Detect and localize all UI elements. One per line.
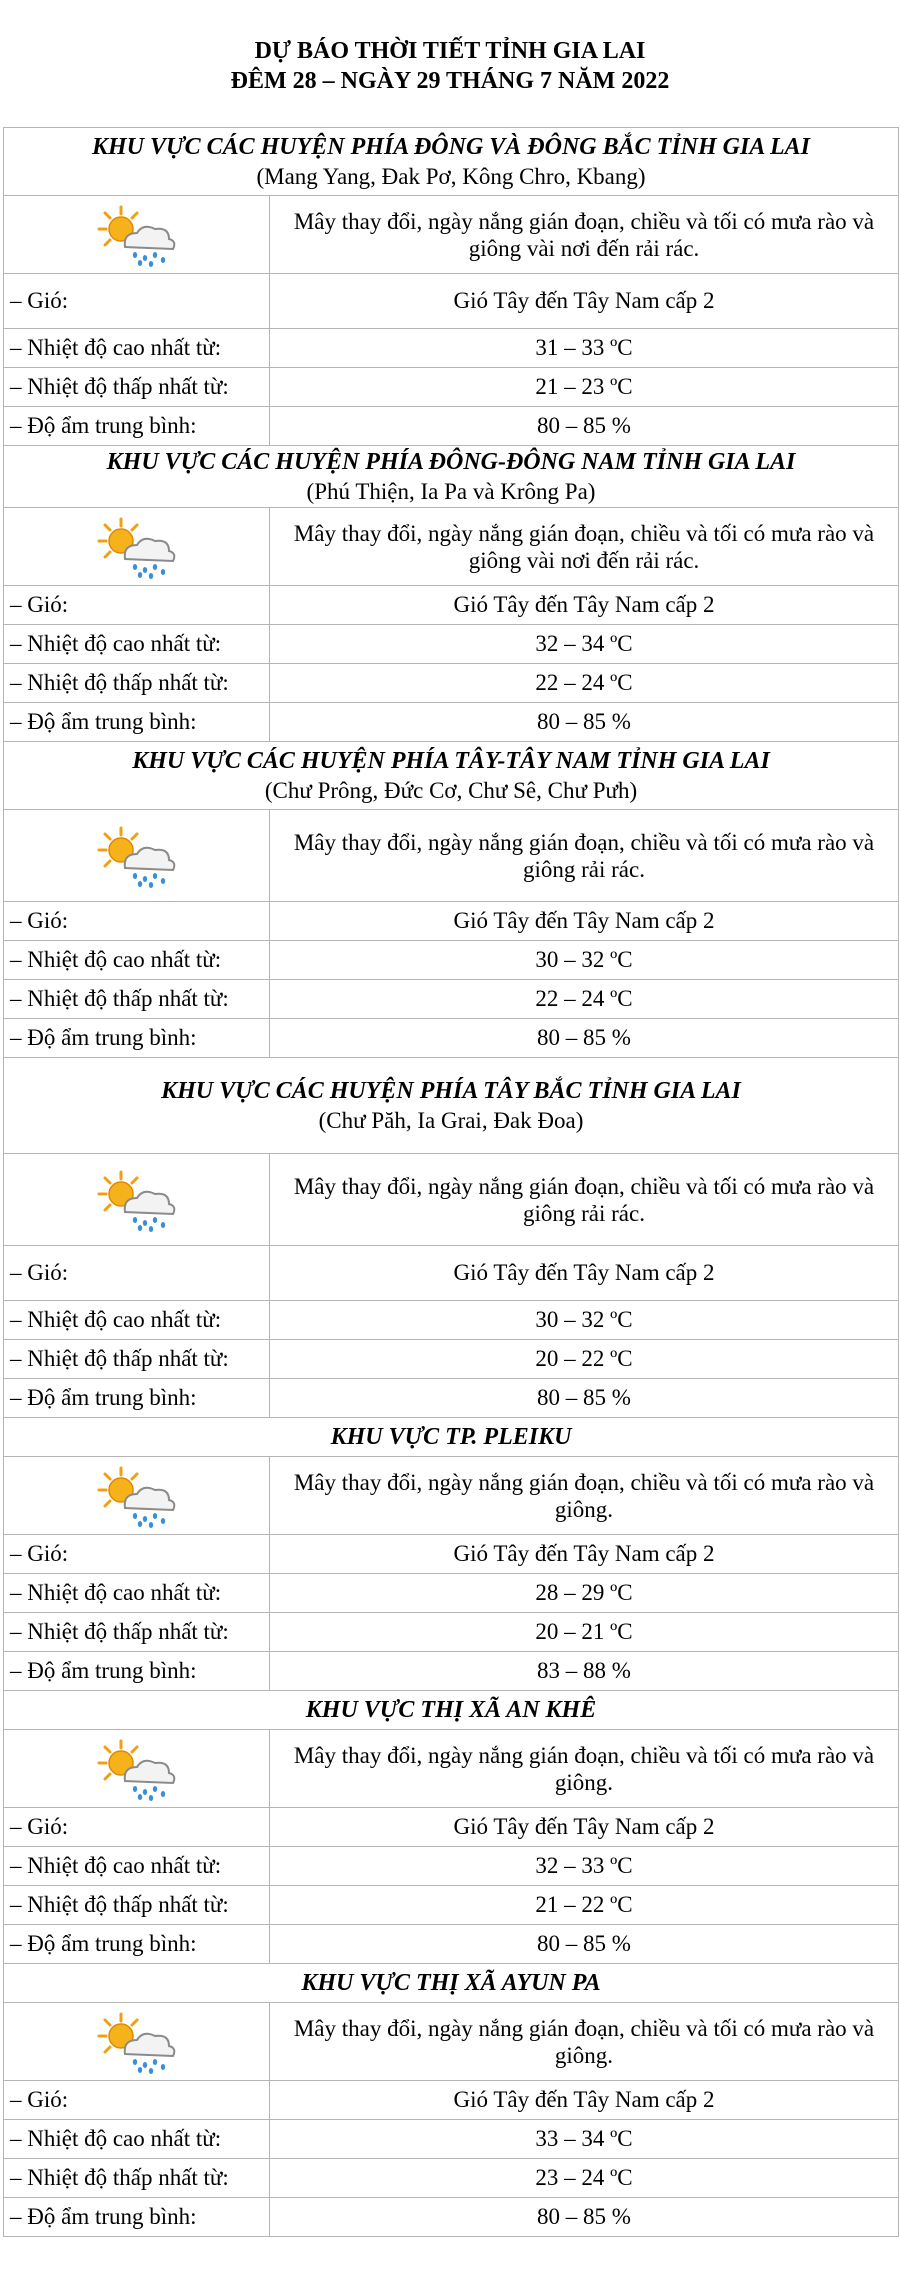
weather-icon-cell: [4, 196, 270, 274]
humidity-label: – Độ ẩm trung bình:: [4, 703, 270, 742]
temp-max-value: 30 – 32 ºC: [270, 1301, 899, 1340]
wind-label: – Gió:: [4, 586, 270, 625]
temp-max-row: [4, 329, 899, 368]
temp-max-row: [4, 2120, 899, 2159]
humidity-row: [4, 1379, 899, 1418]
forecast-table: [3, 127, 899, 2237]
region-header: [4, 1691, 899, 1730]
temp-max-value: 31 – 33 ºC: [270, 329, 899, 368]
wind-row: [4, 274, 899, 329]
region-header: [4, 1964, 899, 2003]
temp-max-row: [4, 1574, 899, 1613]
humidity-value: 80 – 85 %: [270, 1925, 899, 1964]
temp-min-value: 21 – 23 ºC: [270, 368, 899, 407]
region-header-row: [4, 1964, 899, 2003]
wind-value: Gió Tây đến Tây Nam cấp 2: [270, 2081, 899, 2120]
weather-icon-cell: [4, 508, 270, 586]
temp-max-row: [4, 1301, 899, 1340]
humidity-value: 80 – 85 %: [270, 703, 899, 742]
temp-max-label: – Nhiệt độ cao nhất từ:: [4, 941, 270, 980]
region-description-row: [4, 810, 899, 902]
humidity-row: [4, 1652, 899, 1691]
sun-cloud-rain-icon: [95, 1168, 179, 1232]
humidity-label: – Độ ẩm trung bình:: [4, 1019, 270, 1058]
temp-max-value: 33 – 34 ºC: [270, 2120, 899, 2159]
weather-icon-cell: [4, 810, 270, 902]
temp-max-label: – Nhiệt độ cao nhất từ:: [4, 1301, 270, 1340]
wind-row: [4, 586, 899, 625]
wind-label: – Gió:: [4, 274, 270, 329]
region-header: [4, 128, 899, 196]
region-name: KHU VỰC TP. PLEIKU: [330, 1424, 572, 1450]
sun-cloud-rain-icon: [95, 1464, 179, 1528]
title-line-2: ĐÊM 28 – NGÀY 29 THÁNG 7 NĂM 2022: [230, 68, 670, 94]
region-name: KHU VỰC THỊ XÃ AYUN PA: [301, 1970, 601, 1996]
region-header-row: [4, 128, 899, 196]
temp-min-value: 20 – 21 ºC: [270, 1613, 899, 1652]
wind-label: – Gió:: [4, 1535, 270, 1574]
temp-max-row: [4, 1847, 899, 1886]
temp-min-label: – Nhiệt độ thấp nhất từ:: [4, 1340, 270, 1379]
region-districts: (Chư Prông, Đức Cơ, Chư Sê, Chư Pưh): [264, 777, 638, 803]
region-description-row: [4, 196, 899, 274]
wind-value: Gió Tây đến Tây Nam cấp 2: [270, 1246, 899, 1301]
wind-row: [4, 1535, 899, 1574]
region-districts: (Phú Thiện, Ia Pa và Krông Pa): [306, 478, 596, 504]
temp-min-label: – Nhiệt độ thấp nhất từ:: [4, 1886, 270, 1925]
temp-max-value: 32 – 33 ºC: [270, 1847, 899, 1886]
forecast-table-body: [4, 128, 899, 2237]
title-line-1: DỰ BÁO THỜI TIẾT TỈNH GIA LAI: [254, 38, 646, 64]
region-description: Mây thay đổi, ngày nắng gián đoạn, chiều và tối có mưa rào và giông.: [270, 1730, 899, 1808]
region-name: KHU VỰC CÁC HUYỆN PHÍA ĐÔNG-ĐÔNG NAM TỈNH GIA LAI: [106, 448, 796, 475]
temp-min-label: – Nhiệt độ thấp nhất từ:: [4, 664, 270, 703]
sun-cloud-rain-icon: [95, 824, 179, 888]
temp-min-label: – Nhiệt độ thấp nhất từ:: [4, 1613, 270, 1652]
temp-min-value: 20 – 22 ºC: [270, 1340, 899, 1379]
region-header-row: [4, 446, 899, 508]
sun-cloud-rain-icon: [95, 2010, 179, 2074]
region-header-row: [4, 1058, 899, 1154]
wind-label: – Gió:: [4, 1246, 270, 1301]
region-description: Mây thay đổi, ngày nắng gián đoạn, chiều và tối có mưa rào và giông vài nơi đến rải rác.: [270, 196, 899, 274]
sun-cloud-rain-icon: [95, 515, 179, 579]
temp-min-row: [4, 2159, 899, 2198]
wind-label: – Gió:: [4, 902, 270, 941]
temp-min-label: – Nhiệt độ thấp nhất từ:: [4, 368, 270, 407]
region-description: Mây thay đổi, ngày nắng gián đoạn, chiều và tối có mưa rào và giông vài nơi đến rải rác.: [270, 508, 899, 586]
temp-min-row: [4, 1886, 899, 1925]
sun-cloud-rain-icon: [95, 1737, 179, 1801]
temp-min-label: – Nhiệt độ thấp nhất từ:: [4, 2159, 270, 2198]
humidity-value: 80 – 85 %: [270, 1019, 899, 1058]
temp-max-value: 28 – 29 ºC: [270, 1574, 899, 1613]
temp-max-label: – Nhiệt độ cao nhất từ:: [4, 329, 270, 368]
wind-value: Gió Tây đến Tây Nam cấp 2: [270, 1535, 899, 1574]
temp-min-row: [4, 664, 899, 703]
humidity-row: [4, 407, 899, 446]
wind-row: [4, 1246, 899, 1301]
temp-max-value: 32 – 34 ºC: [270, 625, 899, 664]
humidity-value: 80 – 85 %: [270, 407, 899, 446]
wind-value: Gió Tây đến Tây Nam cấp 2: [270, 902, 899, 941]
region-districts: (Chư Păh, Ia Grai, Đak Đoa): [318, 1107, 584, 1133]
humidity-value: 83 – 88 %: [270, 1652, 899, 1691]
wind-value: Gió Tây đến Tây Nam cấp 2: [270, 274, 899, 329]
region-description-row: [4, 1154, 899, 1246]
wind-label: – Gió:: [4, 2081, 270, 2120]
temp-min-row: [4, 1340, 899, 1379]
temp-max-value: 30 – 32 ºC: [270, 941, 899, 980]
humidity-row: [4, 1925, 899, 1964]
temp-max-label: – Nhiệt độ cao nhất từ:: [4, 2120, 270, 2159]
wind-value: Gió Tây đến Tây Nam cấp 2: [270, 586, 899, 625]
sun-cloud-rain-icon: [95, 203, 179, 267]
wind-row: [4, 2081, 899, 2120]
region-name: KHU VỰC THỊ XÃ AN KHÊ: [305, 1697, 597, 1723]
weather-icon-cell: [4, 1457, 270, 1535]
humidity-label: – Độ ẩm trung bình:: [4, 1652, 270, 1691]
weather-icon-cell: [4, 2003, 270, 2081]
humidity-value: 80 – 85 %: [270, 1379, 899, 1418]
temp-min-row: [4, 368, 899, 407]
humidity-row: [4, 1019, 899, 1058]
region-header: [4, 742, 899, 810]
region-description-row: [4, 2003, 899, 2081]
region-description: Mây thay đổi, ngày nắng gián đoạn, chiều và tối có mưa rào và giông.: [270, 2003, 899, 2081]
temp-max-label: – Nhiệt độ cao nhất từ:: [4, 1574, 270, 1613]
humidity-row: [4, 703, 899, 742]
temp-min-value: 22 – 24 ºC: [270, 664, 899, 703]
region-name: KHU VỰC CÁC HUYỆN PHÍA TÂY-TÂY NAM TỈNH GIA LAI: [132, 747, 770, 774]
humidity-row: [4, 2198, 899, 2237]
temp-min-value: 22 – 24 ºC: [270, 980, 899, 1019]
temp-min-label: – Nhiệt độ thấp nhất từ:: [4, 980, 270, 1019]
page-title: [0, 36, 900, 96]
temp-max-row: [4, 625, 899, 664]
region-description: Mây thay đổi, ngày nắng gián đoạn, chiều và tối có mưa rào và giông rải rác.: [270, 1154, 899, 1246]
temp-max-label: – Nhiệt độ cao nhất từ:: [4, 1847, 270, 1886]
wind-row: [4, 902, 899, 941]
region-description-row: [4, 1457, 899, 1535]
temp-min-row: [4, 1613, 899, 1652]
region-description-row: [4, 508, 899, 586]
temp-max-row: [4, 941, 899, 980]
region-header: [4, 446, 899, 508]
region-header-row: [4, 1418, 899, 1457]
temp-min-row: [4, 980, 899, 1019]
region-header: [4, 1058, 899, 1154]
wind-row: [4, 1808, 899, 1847]
region-header-row: [4, 742, 899, 810]
temp-max-label: – Nhiệt độ cao nhất từ:: [4, 625, 270, 664]
humidity-label: – Độ ẩm trung bình:: [4, 1925, 270, 1964]
humidity-value: 80 – 85 %: [270, 2198, 899, 2237]
region-name: KHU VỰC CÁC HUYỆN PHÍA ĐÔNG VÀ ĐÔNG BẮC TỈNH GIA LAI: [91, 133, 811, 160]
region-name: KHU VỰC CÁC HUYỆN PHÍA TÂY BẮC TỈNH GIA LAI: [161, 1077, 741, 1104]
region-description-row: [4, 1730, 899, 1808]
region-description: Mây thay đổi, ngày nắng gián đoạn, chiều và tối có mưa rào và giông rải rác.: [270, 810, 899, 902]
weather-icon-cell: [4, 1730, 270, 1808]
region-districts: (Mang Yang, Đak Pơ, Kông Chro, Kbang): [256, 163, 646, 189]
humidity-label: – Độ ẩm trung bình:: [4, 2198, 270, 2237]
weather-icon-cell: [4, 1154, 270, 1246]
temp-min-value: 23 – 24 ºC: [270, 2159, 899, 2198]
region-header-row: [4, 1691, 899, 1730]
region-description: Mây thay đổi, ngày nắng gián đoạn, chiều và tối có mưa rào và giông.: [270, 1457, 899, 1535]
region-header: [4, 1418, 899, 1457]
wind-value: Gió Tây đến Tây Nam cấp 2: [270, 1808, 899, 1847]
humidity-label: – Độ ẩm trung bình:: [4, 407, 270, 446]
humidity-label: – Độ ẩm trung bình:: [4, 1379, 270, 1418]
wind-label: – Gió:: [4, 1808, 270, 1847]
temp-min-value: 21 – 22 ºC: [270, 1886, 899, 1925]
